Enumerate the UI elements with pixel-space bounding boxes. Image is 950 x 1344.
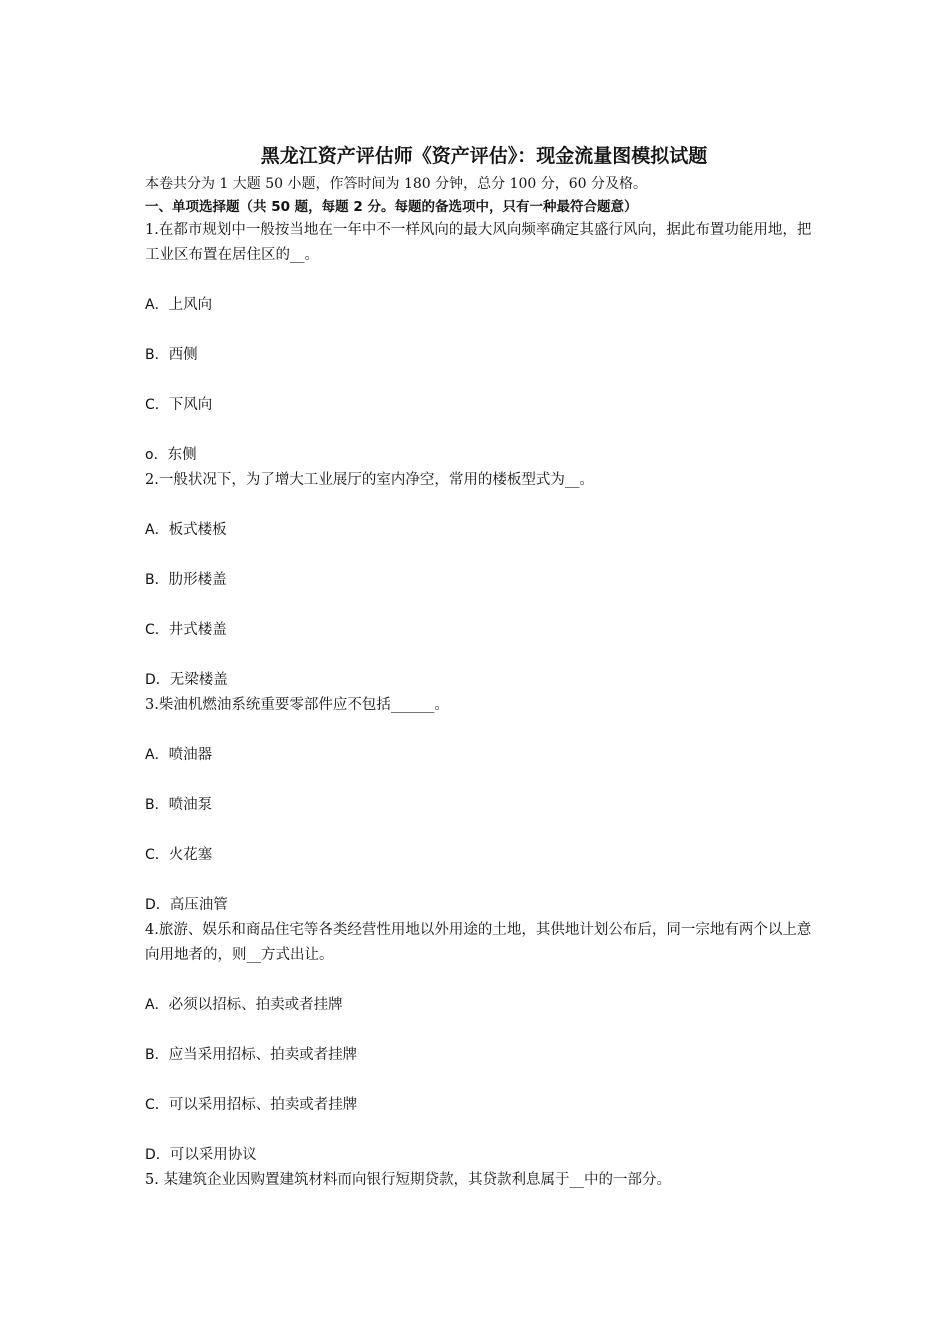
question-block bbox=[145, 468, 815, 693]
option-letter: D． bbox=[145, 1147, 170, 1163]
document-page bbox=[145, 140, 815, 1193]
option-letter: B． bbox=[145, 572, 169, 588]
question-text: 2.一般状况下，为了增大工业展厅的室内净空，常用的楼板型式为__。 bbox=[145, 472, 594, 488]
option-letter: D． bbox=[145, 672, 170, 688]
answer-option bbox=[145, 1093, 815, 1118]
option-letter: B． bbox=[145, 797, 169, 813]
option-text: 上风向 bbox=[168, 297, 213, 313]
document-title: 黑龙江资产评估师《资产评估》：现金流量图模拟试题 bbox=[260, 145, 708, 167]
option-text: 西侧 bbox=[168, 347, 198, 363]
option-letter: D． bbox=[145, 897, 170, 913]
option-text: 下风向 bbox=[168, 397, 213, 413]
option-text: 高压油管 bbox=[169, 897, 228, 913]
option-text: 火花塞 bbox=[168, 847, 213, 863]
option-text: 可以采用协议 bbox=[169, 1147, 257, 1163]
answer-option bbox=[145, 1043, 815, 1068]
option-letter: A． bbox=[145, 522, 169, 538]
answer-option bbox=[145, 293, 815, 318]
answer-option bbox=[145, 993, 815, 1018]
option-letter: A． bbox=[145, 747, 169, 763]
option-letter: B． bbox=[145, 1047, 169, 1063]
option-letter: A． bbox=[145, 297, 169, 313]
answer-option bbox=[145, 393, 815, 418]
answer-option bbox=[145, 668, 815, 693]
answer-option bbox=[145, 843, 815, 868]
answer-option bbox=[145, 743, 815, 768]
option-letter: C． bbox=[145, 847, 169, 863]
option-text: 喷油泵 bbox=[168, 797, 213, 813]
option-letter: o． bbox=[145, 447, 168, 463]
option-text: 东侧 bbox=[167, 447, 197, 463]
question-block bbox=[145, 693, 815, 918]
answer-option bbox=[145, 568, 815, 593]
question-text: 3.柴油机燃油系统重要零部件应不包括______。 bbox=[145, 697, 449, 713]
question-text: 5. 某建筑企业因购置建筑材料而向银行短期贷款，其贷款利息属于__中的一部分。 bbox=[145, 1172, 671, 1188]
answer-option bbox=[145, 1143, 815, 1168]
option-text: 肋形楼盖 bbox=[168, 572, 227, 588]
option-text: 井式楼盖 bbox=[168, 622, 227, 638]
option-text: 应当采用招标、拍卖或者挂牌 bbox=[168, 1047, 358, 1063]
section-heading: 一、单项选择题（共 50 题，每题 2 分。每题的备选项中，只有一种最符合题意） bbox=[145, 199, 638, 215]
option-text: 可以采用招标、拍卖或者挂牌 bbox=[168, 1097, 358, 1113]
option-letter: A． bbox=[145, 997, 169, 1013]
option-text: 必须以招标、拍卖或者挂牌 bbox=[168, 997, 343, 1013]
question-block bbox=[145, 918, 815, 1168]
answer-option bbox=[145, 893, 815, 918]
answer-option bbox=[145, 343, 815, 368]
option-text: 板式楼板 bbox=[168, 522, 227, 538]
question-list bbox=[145, 218, 815, 1193]
option-letter: B． bbox=[145, 347, 169, 363]
exam-intro: 本卷共分为 1 大题 50 小题，作答时间为 180 分钟，总分 100 分，60 分及格。 bbox=[145, 176, 648, 192]
answer-option bbox=[145, 443, 815, 468]
question-text: 4.旅游、娱乐和商品住宅等各类经营性用地以外用途的土地，其供地计划公布后，同一宗地有两个以上意向用地者的，则__方式出让。 bbox=[145, 922, 812, 963]
option-letter: C． bbox=[145, 1097, 169, 1113]
option-text: 无梁楼盖 bbox=[169, 672, 228, 688]
answer-option bbox=[145, 793, 815, 818]
question-block bbox=[145, 1168, 815, 1193]
answer-option bbox=[145, 518, 815, 543]
answer-option bbox=[145, 618, 815, 643]
option-letter: C． bbox=[145, 622, 169, 638]
question-block bbox=[145, 218, 815, 468]
option-letter: C． bbox=[145, 397, 169, 413]
question-text: 1.在都市规划中一般按当地在一年中不一样风向的最大风向频率确定其盛行风向，据此布置功能用地，把工业区布置在居住区的__。 bbox=[145, 222, 812, 263]
option-text: 喷油器 bbox=[168, 747, 213, 763]
